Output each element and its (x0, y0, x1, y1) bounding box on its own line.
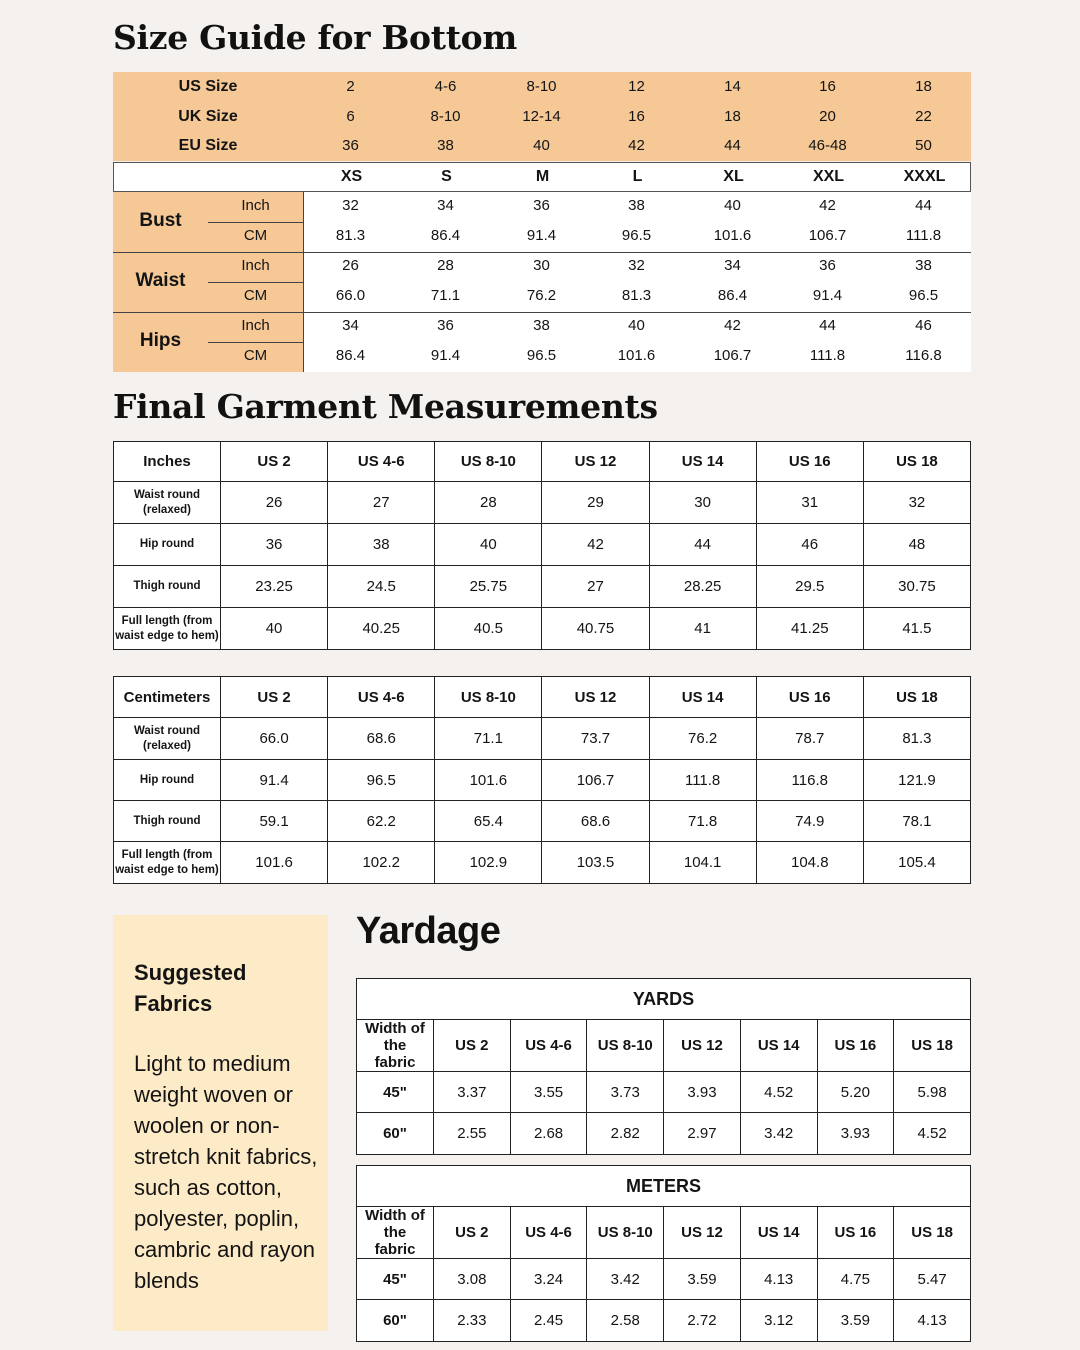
table-cell: 104.1 (649, 842, 756, 884)
table-row (114, 760, 971, 801)
waist-cm-value: 91.4 (812, 287, 843, 304)
waist-inch-value: 36 (819, 257, 836, 274)
width-value: 60" (357, 1300, 434, 1342)
table-cell: 26 (221, 482, 328, 524)
table-cell: 41 (649, 608, 756, 650)
bust-cm-label: CM (243, 227, 268, 244)
waist-cm-value: 96.5 (908, 287, 939, 304)
group-divider (303, 312, 971, 313)
table-cell: 2.58 (587, 1300, 664, 1342)
group-divider (113, 252, 303, 253)
waist-inch-value: 26 (342, 257, 359, 274)
table-cell: 3.24 (510, 1259, 587, 1300)
table-row (114, 482, 971, 524)
group-divider (113, 312, 303, 313)
waist-cm-value: 76.2 (526, 287, 557, 304)
table-header-row (357, 1020, 971, 1072)
us-size-cell: 14 (724, 78, 741, 95)
uk-size-cell: 18 (724, 108, 741, 125)
us-size-cell: 2 (346, 78, 355, 95)
hips-inch-label: Inch (241, 317, 270, 334)
table-title-row (357, 1166, 971, 1207)
row-label: Full length (from waist edge to hem) (114, 842, 221, 884)
table-cell: 71.8 (649, 801, 756, 842)
eu-size-label: EU Size (178, 137, 238, 154)
size-guide-title: Size Guide for Bottom (113, 18, 517, 57)
us-size-cell: 12 (628, 78, 645, 95)
size-header: US 16 (756, 677, 863, 718)
table-cell: 2.82 (587, 1113, 664, 1155)
table-row (357, 1113, 971, 1155)
eu-size-row (113, 131, 971, 160)
eu-size-cell: 40 (533, 137, 550, 154)
size-header: US 14 (740, 1020, 817, 1072)
eu-size-cell: 44 (724, 137, 741, 154)
size-header: US 8-10 (587, 1207, 664, 1259)
table-cell: 40.75 (542, 608, 649, 650)
eu-size-cell: 42 (628, 137, 645, 154)
row-label: Hip round (114, 760, 221, 801)
size-code: L (632, 168, 643, 185)
bust-inch-value: 42 (819, 197, 836, 214)
bust-cm-value: 101.6 (713, 227, 752, 244)
hips-cm-value: 106.7 (713, 347, 752, 364)
uk-size-label: UK Size (178, 108, 238, 125)
hips-inch-value: 34 (342, 317, 359, 334)
size-header: US 2 (434, 1207, 511, 1259)
table-cell: 4.52 (894, 1113, 971, 1155)
size-header: US 14 (649, 677, 756, 718)
table-cell: 102.2 (328, 842, 435, 884)
row-label: Thigh round (114, 566, 221, 608)
hips-label: Hips (139, 330, 182, 351)
eu-size-cell: 36 (342, 137, 359, 154)
waist-inch-value: 38 (915, 257, 932, 274)
table-cell: 3.93 (664, 1072, 741, 1113)
waist-divider (208, 282, 303, 283)
width-value: 45" (357, 1072, 434, 1113)
table-cell: 65.4 (435, 801, 542, 842)
hips-cm-label: CM (243, 347, 268, 364)
table-cell: 38 (328, 524, 435, 566)
table-cell: 2.68 (510, 1113, 587, 1155)
table-cell: 121.9 (863, 760, 970, 801)
table-cell: 96.5 (328, 760, 435, 801)
size-header: US 2 (221, 677, 328, 718)
eu-size-cell: 38 (437, 137, 454, 154)
table-row (114, 801, 971, 842)
bust-inch-label: Inch (241, 197, 270, 214)
table-cell: 76.2 (649, 718, 756, 760)
table-cell: 41.25 (756, 608, 863, 650)
eu-size-cell: 50 (915, 137, 932, 154)
size-guide-chart (113, 72, 971, 372)
table-cell: 2.97 (664, 1113, 741, 1155)
size-header: US 8-10 (435, 677, 542, 718)
size-header: US 4-6 (510, 1020, 587, 1072)
table-cell: 71.1 (435, 718, 542, 760)
table-cell: 5.98 (894, 1072, 971, 1113)
size-code: S (441, 168, 452, 185)
size-header: US 8-10 (587, 1020, 664, 1072)
table-cell: 62.2 (328, 801, 435, 842)
table-cell: 78.1 (863, 801, 970, 842)
table-cell: 2.45 (510, 1300, 587, 1342)
table-header-row (114, 677, 971, 718)
table-cell: 30.75 (863, 566, 970, 608)
size-code: M (535, 168, 550, 185)
table-row (357, 1072, 971, 1113)
table-cell: 73.7 (542, 718, 649, 760)
table-cell: 81.3 (863, 718, 970, 760)
size-code: XXXL (903, 168, 946, 185)
us-size-cell: 18 (915, 78, 932, 95)
table-cell: 36 (221, 524, 328, 566)
unit-label: Centimeters (114, 677, 221, 718)
uk-size-cell: 22 (915, 108, 932, 125)
bust-label: Bust (139, 210, 182, 231)
table-cell: 27 (328, 482, 435, 524)
bust-inch-value: 40 (724, 197, 741, 214)
row-label: Waist round (relaxed) (114, 718, 221, 760)
table-cell: 104.8 (756, 842, 863, 884)
us-size-cell: 8-10 (526, 78, 557, 95)
width-label: Width of the fabric (357, 1020, 434, 1072)
table-row (114, 524, 971, 566)
bust-divider (208, 222, 303, 223)
hips-inch-value: 46 (915, 317, 932, 334)
fabrics-title: Suggested Fabrics (134, 960, 247, 1016)
uk-size-cell: 16 (628, 108, 645, 125)
bust-cm-value: 96.5 (621, 227, 652, 244)
hips-inch-value: 36 (437, 317, 454, 334)
table-cell: 3.12 (740, 1300, 817, 1342)
table-cell: 4.13 (894, 1300, 971, 1342)
hips-cm-value: 96.5 (526, 347, 557, 364)
meters-title: METERS (357, 1166, 971, 1207)
table-cell: 111.8 (649, 760, 756, 801)
size-header: US 12 (664, 1207, 741, 1259)
table-header-row (357, 1207, 971, 1259)
group-divider (303, 252, 971, 253)
table-cell: 66.0 (221, 718, 328, 760)
table-cell: 3.73 (587, 1072, 664, 1113)
hips-inch-value: 38 (533, 317, 550, 334)
size-header: US 12 (664, 1020, 741, 1072)
size-code: XS (340, 168, 363, 185)
waist-cm-value: 81.3 (621, 287, 652, 304)
us-size-cell: 16 (819, 78, 836, 95)
table-cell: 3.42 (587, 1259, 664, 1300)
size-header: US 12 (542, 677, 649, 718)
size-header: US 4-6 (510, 1207, 587, 1259)
table-cell: 31 (756, 482, 863, 524)
table-cell: 29.5 (756, 566, 863, 608)
size-header: US 18 (894, 1020, 971, 1072)
table-cell: 3.37 (434, 1072, 511, 1113)
meters-table (356, 1165, 971, 1342)
waist-inch-value: 34 (724, 257, 741, 274)
table-cell: 23.25 (221, 566, 328, 608)
uk-size-row (113, 102, 971, 131)
waist-cm-value: 86.4 (717, 287, 748, 304)
table-row (114, 566, 971, 608)
size-header: US 8-10 (435, 442, 542, 482)
table-cell: 106.7 (542, 760, 649, 801)
table-row (114, 718, 971, 760)
table-cell: 32 (863, 482, 970, 524)
table-cell: 27 (542, 566, 649, 608)
width-value: 45" (357, 1259, 434, 1300)
table-cell: 5.47 (894, 1259, 971, 1300)
hips-inch-value: 42 (724, 317, 741, 334)
table-row (114, 842, 971, 884)
uk-size-cell: 20 (819, 108, 836, 125)
size-code: XL (723, 168, 744, 185)
hips-cm-value: 101.6 (617, 347, 656, 364)
hips-cm-value: 86.4 (335, 347, 366, 364)
size-header: US 16 (817, 1207, 894, 1259)
size-header: US 18 (863, 677, 970, 718)
size-header: US 4-6 (328, 677, 435, 718)
table-cell: 30 (649, 482, 756, 524)
table-row (114, 608, 971, 650)
uk-size-cell: 8-10 (430, 108, 461, 125)
final-garment-title: Final Garment Measurements (113, 387, 658, 426)
table-cell: 28 (435, 482, 542, 524)
waist-inch-value: 28 (437, 257, 454, 274)
waist-inch-value: 30 (533, 257, 550, 274)
bust-cm-value: 86.4 (430, 227, 461, 244)
suggested-fabrics-panel (113, 915, 328, 1331)
bust-inch-value: 38 (628, 197, 645, 214)
us-size-cell: 4-6 (434, 78, 457, 95)
hips-cm-value: 116.8 (905, 347, 942, 364)
size-header: US 16 (756, 442, 863, 482)
table-header-row (114, 442, 971, 482)
table-cell: 24.5 (328, 566, 435, 608)
table-cell: 78.7 (756, 718, 863, 760)
width-label: Width of the fabric (357, 1207, 434, 1259)
uk-size-cell: 6 (346, 108, 355, 125)
table-cell: 68.6 (328, 718, 435, 760)
hips-inch-value: 44 (819, 317, 836, 334)
yardage-title: Yardage (356, 910, 501, 952)
table-cell: 4.52 (740, 1072, 817, 1113)
table-cell: 4.13 (740, 1259, 817, 1300)
unit-label: Inches (114, 442, 221, 482)
bust-inch-value: 36 (533, 197, 550, 214)
size-header: US 2 (434, 1020, 511, 1072)
table-cell: 116.8 (756, 760, 863, 801)
table-cell: 91.4 (221, 760, 328, 801)
row-label: Waist round (relaxed) (114, 482, 221, 524)
table-cell: 105.4 (863, 842, 970, 884)
bust-cm-value: 106.7 (808, 227, 847, 244)
table-cell: 74.9 (756, 801, 863, 842)
bust-cm-value: 111.8 (905, 227, 942, 244)
size-code-row (113, 162, 971, 192)
row-label: Thigh round (114, 801, 221, 842)
size-header: US 14 (649, 442, 756, 482)
measurement-values (303, 192, 971, 372)
table-cell: 2.72 (664, 1300, 741, 1342)
size-header: US 4-6 (328, 442, 435, 482)
table-cell: 42 (542, 524, 649, 566)
table-cell: 2.33 (434, 1300, 511, 1342)
yards-table (356, 978, 971, 1155)
table-cell: 40 (221, 608, 328, 650)
hips-divider (208, 342, 303, 343)
waist-label: Waist (135, 270, 186, 291)
eu-size-cell: 46-48 (808, 137, 847, 154)
garment-inches-table (113, 441, 971, 650)
us-size-row (113, 72, 971, 101)
table-cell: 25.75 (435, 566, 542, 608)
table-cell: 3.93 (817, 1113, 894, 1155)
table-cell: 101.6 (435, 760, 542, 801)
table-row (357, 1259, 971, 1300)
waist-cm-value: 71.1 (430, 287, 461, 304)
table-cell: 3.59 (817, 1300, 894, 1342)
table-cell: 102.9 (435, 842, 542, 884)
table-cell: 28.25 (649, 566, 756, 608)
bust-inch-value: 32 (342, 197, 359, 214)
table-cell: 3.08 (434, 1259, 511, 1300)
size-header: US 2 (221, 442, 328, 482)
table-cell: 29 (542, 482, 649, 524)
bust-inch-value: 34 (437, 197, 454, 214)
table-cell: 41.5 (863, 608, 970, 650)
table-cell: 44 (649, 524, 756, 566)
table-cell: 4.75 (817, 1259, 894, 1300)
hips-inch-value: 40 (628, 317, 645, 334)
table-cell: 40 (435, 524, 542, 566)
bust-inch-value: 44 (915, 197, 932, 214)
table-cell: 2.55 (434, 1113, 511, 1155)
fabrics-description: Light to medium weight woven or woolen or non-stretch knit fabrics, such as cotton, polyester, poplin, cambric and rayon blends (134, 1051, 318, 1293)
table-cell: 40.5 (435, 608, 542, 650)
table-title-row (357, 979, 971, 1020)
table-cell: 3.42 (740, 1113, 817, 1155)
table-row (357, 1300, 971, 1342)
table-cell: 68.6 (542, 801, 649, 842)
garment-cm-table (113, 676, 971, 884)
size-header: US 14 (740, 1207, 817, 1259)
table-cell: 46 (756, 524, 863, 566)
table-cell: 3.59 (664, 1259, 741, 1300)
bust-cm-value: 91.4 (526, 227, 557, 244)
us-size-label: US Size (178, 78, 238, 95)
waist-cm-label: CM (243, 287, 268, 304)
size-header: US 18 (863, 442, 970, 482)
hips-cm-value: 91.4 (430, 347, 461, 364)
table-cell: 40.25 (328, 608, 435, 650)
hips-cm-value: 111.8 (809, 347, 846, 364)
yards-title: YARDS (357, 979, 971, 1020)
row-label: Hip round (114, 524, 221, 566)
bust-cm-value: 81.3 (335, 227, 366, 244)
width-value: 60" (357, 1113, 434, 1155)
waist-inch-label: Inch (241, 257, 270, 274)
measurement-labels (113, 192, 303, 372)
waist-inch-value: 32 (628, 257, 645, 274)
uk-size-cell: 12-14 (522, 108, 561, 125)
table-cell: 48 (863, 524, 970, 566)
size-header: US 12 (542, 442, 649, 482)
waist-cm-value: 66.0 (335, 287, 366, 304)
size-header: US 18 (894, 1207, 971, 1259)
table-cell: 103.5 (542, 842, 649, 884)
region-size-header (113, 72, 971, 161)
size-header: US 16 (817, 1020, 894, 1072)
table-cell: 5.20 (817, 1072, 894, 1113)
table-cell: 101.6 (221, 842, 328, 884)
value-divider (303, 192, 304, 372)
size-code: XXL (812, 168, 845, 185)
row-label: Full length (from waist edge to hem) (114, 608, 221, 650)
table-cell: 59.1 (221, 801, 328, 842)
table-cell: 3.55 (510, 1072, 587, 1113)
